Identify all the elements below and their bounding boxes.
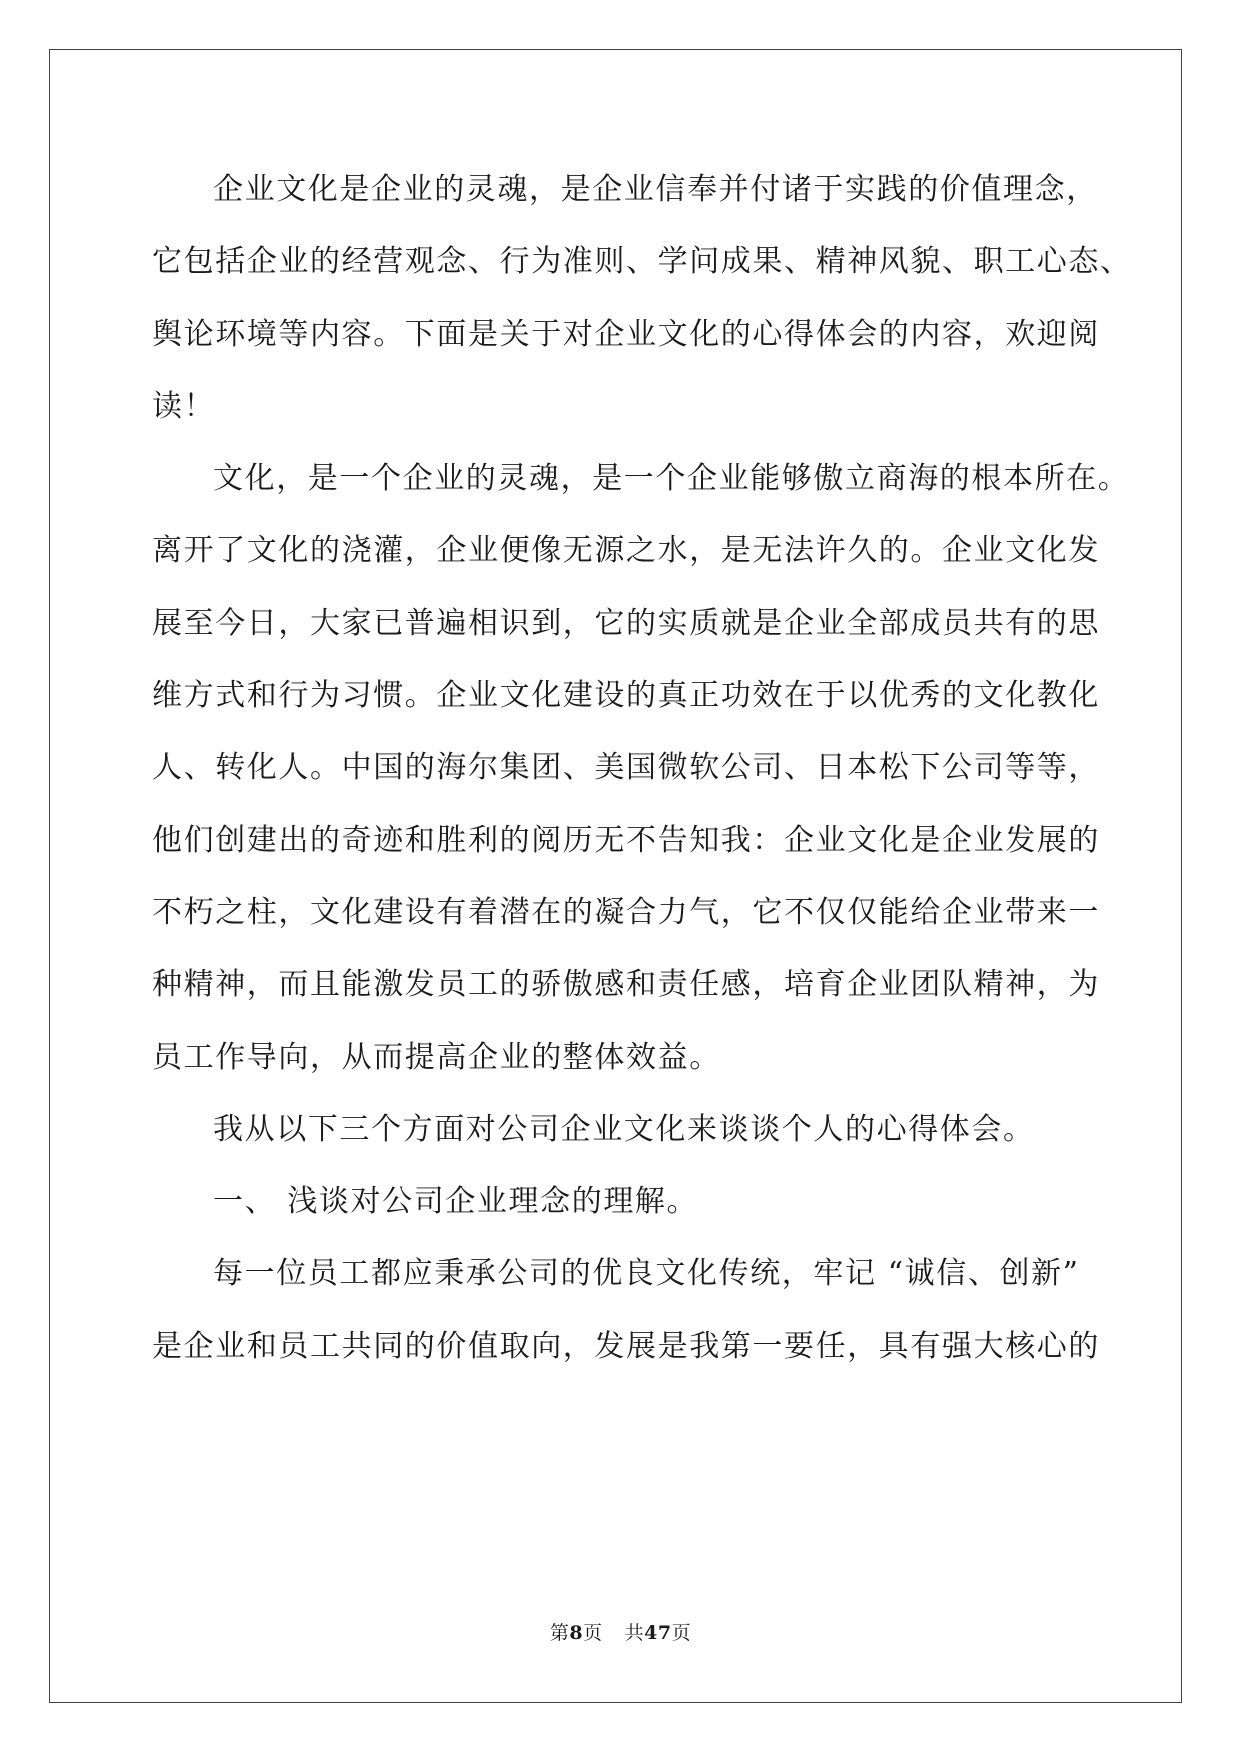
total-pages: 47 [644, 1622, 672, 1644]
text-line: 舆论环境等内容。下面是关于对企业文化的心得体会的内容，欢迎阅 [152, 316, 1100, 352]
paragraph [152, 451, 1130, 1102]
total-prefix: 共 [624, 1622, 645, 1644]
page-prefix: 第 [549, 1622, 570, 1644]
text-line: 维方式和行为习惯。企业文化建设的真正功效在于以优秀的文化教化 [152, 678, 1100, 714]
text-line: 每一位员工都应秉承公司的优良文化传统，牢记 “诚信、创新” [213, 1256, 1080, 1292]
text-line: 文化，是一个企业的灵魂，是一个企业能够傲立商海的根本所在。 [213, 461, 1130, 497]
text-line: 是企业和员工共同的价值取向，发展是我第一要任，具有强大核心的 [152, 1328, 1100, 1364]
page-unit: 页 [583, 1622, 603, 1644]
text-line: 企业文化是企业的灵魂，是企业信奉并付诸于实践的价值理念， [213, 172, 1098, 207]
section-heading [152, 1174, 1112, 1246]
text-line: 不朽之柱，文化建设有着潜在的凝合力气，它不仅仅能给企业带来一 [152, 894, 1100, 930]
paragraph [152, 1246, 1112, 1391]
paragraph [152, 162, 1132, 451]
text-line: 展至今日，大家已普遍相识到，它的实质就是企业全部成员共有的思 [152, 605, 1100, 641]
text-line: 我从以下三个方面对公司企业文化来谈谈个人的心得体会。 [213, 1111, 1035, 1147]
text-line: 它包括企业的经营观念、行为准则、学问成果、精神风貌、职工心态、 [152, 244, 1132, 280]
page-number: 8 [569, 1622, 584, 1644]
text-line: 离开了文化的浇灌，企业便像无源之水，是无法许久的。企业文化发 [152, 533, 1100, 569]
text-line: 人、转化人。中国的海尔集团、美国微软公司、日本松下公司等等， [152, 750, 1100, 786]
text-line: 读！ [152, 388, 216, 424]
text-line: 一、 浅谈对公司企业理念的理解。 [213, 1184, 699, 1220]
document-body [152, 162, 1132, 1391]
text-line: 他们创建出的奇迹和胜利的阅历无不告知我：企业文化是企业发展的 [152, 822, 1100, 858]
text-line: 员工作导向，从而提高企业的整体效益。 [152, 1039, 721, 1075]
paragraph [152, 1102, 1112, 1174]
page-footer [0, 1620, 1241, 1646]
total-unit: 页 [671, 1622, 692, 1644]
text-line: 种精神，而且能激发员工的骄傲感和责任感，培育企业团队精神，为 [152, 967, 1100, 1003]
